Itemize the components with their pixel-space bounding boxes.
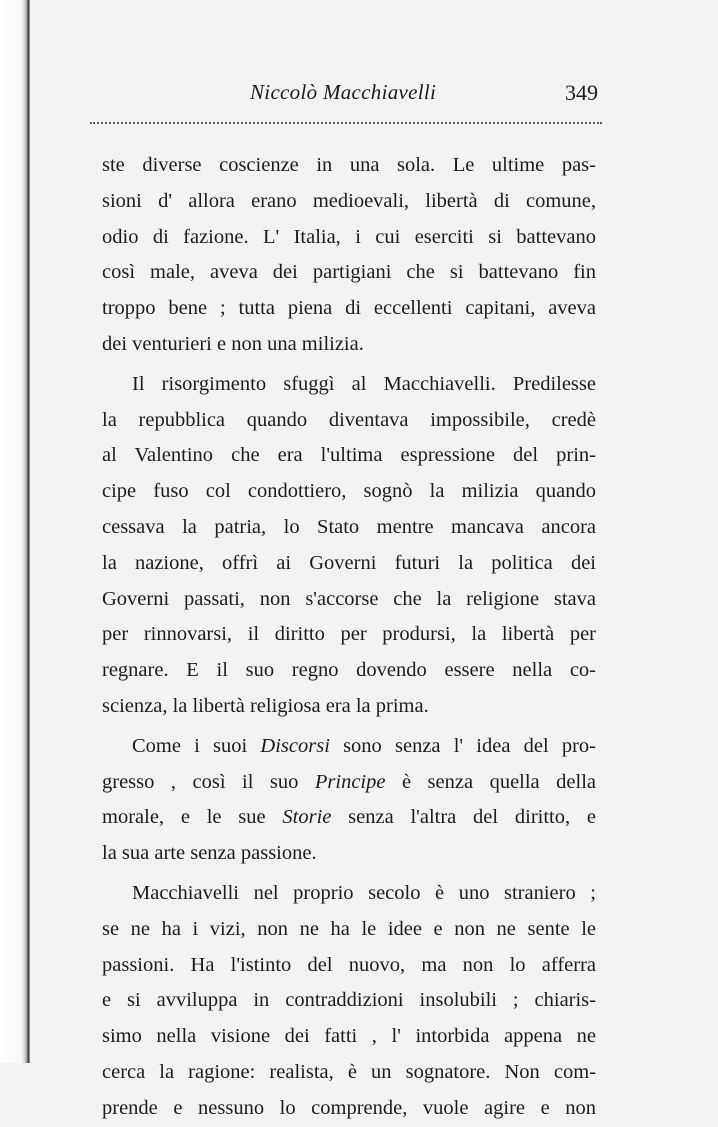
text-line: Come i suoi Discorsi sono senza l' idea del pro- [132,734,596,757]
text-line: scienza, la libertà religiosa era la prima. [102,694,429,717]
text-line: sioni d' allora erano medioevali, libertà di comune, [102,189,596,212]
text-line: al Valentino che era l'ultima espressione del prin- [102,444,596,467]
text-line: la sua arte senza passione. [102,842,317,865]
text-line: simo nella visione dei fatti , l' intorbida appena ne [102,1025,596,1048]
text-line: odio di fazione. L' Italia, i cui eserciti si battevano [102,225,596,248]
text-line: la repubblica quando diventava impossibile, credè [102,408,596,431]
paragraph [102,367,596,725]
text-line: la nazione, offrì ai Governi futuri la politica dei [102,551,596,574]
text-line: morale, e le sue Storie senza l'altra del diritto, e [102,806,596,829]
text-line: Il risorgimento sfuggì al Macchiavelli. Predilesse [132,372,596,395]
running-head: Niccolò Macchiavelli [250,80,437,104]
text-line: così male, aveva dei partigiani che si battevano fin [102,261,596,284]
text-line: Macchiavelli nel proprio secolo è uno straniero ; [132,881,596,904]
header-rule [90,122,602,124]
text-line: regnare. E il suo regno dovendo essere nella co- [102,659,596,682]
page-number: 349 [565,80,598,105]
text-line: se ne ha i vizi, non ne ha le idee e non ne sente le [102,917,596,940]
book-gutter-edge [0,0,30,1063]
text-line: cessava la patria, lo Stato mentre mancava ancora [102,515,596,538]
text-line: passioni. Ha l'istinto del nuovo, ma non lo afferra [102,953,596,976]
text-line: cerca la ragione: realista, è un sognatore. Non com- [102,1060,596,1083]
text-line: ste diverse coscienze in una sola. Le ultime pas- [102,154,596,176]
paragraph [102,876,596,1127]
text-line: per rinnovarsi, il diritto per prodursi, la libertà per [102,623,596,646]
paragraph [102,148,596,363]
text-line: prende e nessuno lo comprende, vuole agire e non [102,1096,596,1119]
paragraph [102,729,596,872]
text-line: e si avviluppa in contraddizioni insolubili ; chiaris- [102,989,596,1012]
page-header [90,74,602,114]
body-text [102,148,596,1127]
text-line: gresso , così il suo Principe è senza quella della [102,770,596,793]
text-line: cipe fuso col condottiero, sognò la milizia quando [102,480,596,503]
text-line: troppo bene ; tutta piena di eccellenti capitani, aveva [102,297,596,320]
text-line: Governi passati, non s'accorse che la religione stava [102,587,596,610]
text-line: dei venturieri e non una milizia. [102,332,364,355]
